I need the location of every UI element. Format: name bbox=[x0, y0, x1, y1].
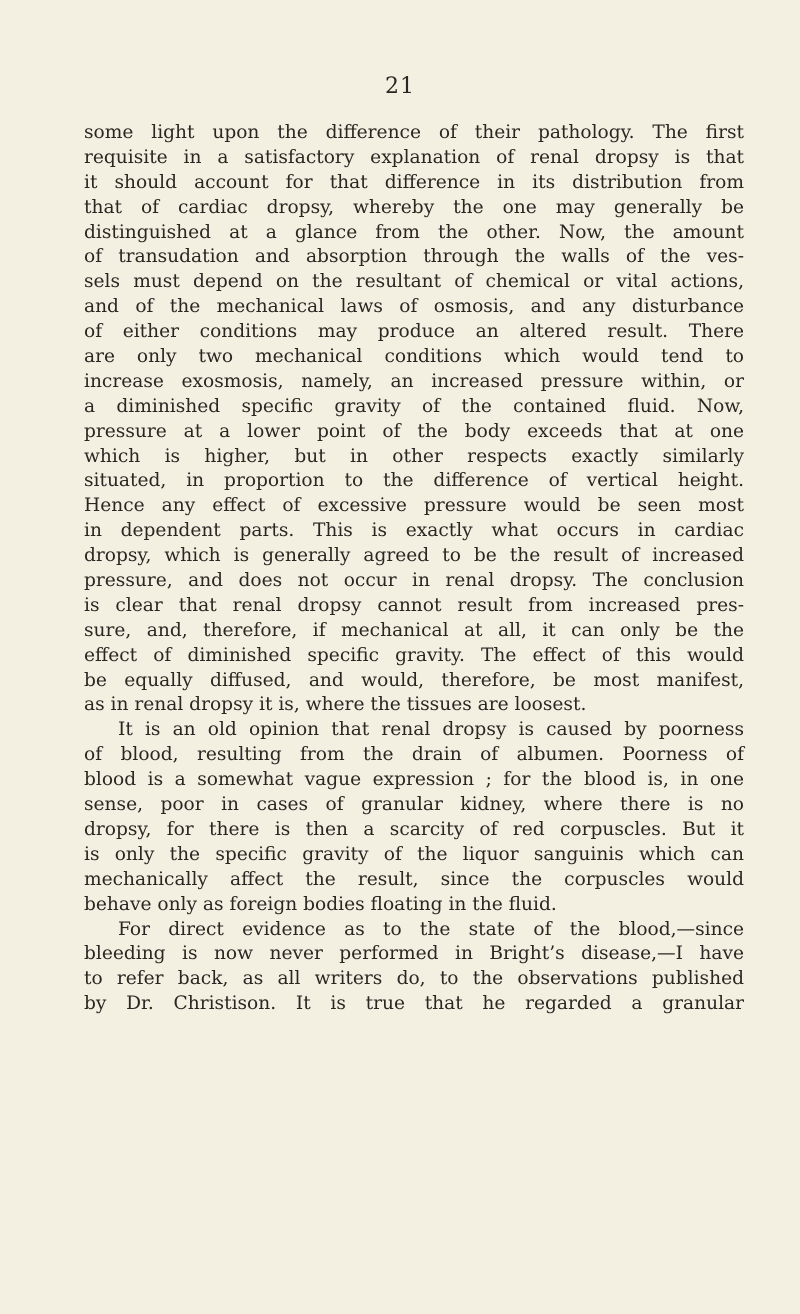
text-line: sels must depend on the resultant of chemical or vital actions, bbox=[84, 271, 744, 293]
text-line: effect of diminished specific gravity. The effect of this would bbox=[84, 644, 744, 666]
text-line: sure, and, therefore, if mechanical at all, it can only be the bbox=[84, 619, 744, 641]
text-line: of blood, resulting from the drain of albumen. Poorness of bbox=[84, 744, 744, 766]
text-line: to refer back, as all writers do, to the observations published bbox=[84, 968, 744, 990]
text-line: of transudation and absorption through the walls of the ves- bbox=[84, 246, 744, 268]
text-line: is clear that renal dropsy cannot result from increased pres- bbox=[84, 594, 744, 616]
text-line: bleeding is now never performed in Bright’s disease,—I have bbox=[84, 943, 744, 965]
body-text bbox=[84, 121, 744, 1017]
text-line: of either conditions may produce an altered result. There bbox=[84, 321, 744, 343]
text-line: requisite in a satisfactory explanation of renal dropsy is that bbox=[84, 146, 744, 168]
page-number: 21 bbox=[385, 74, 415, 99]
text-line: it should account for that difference in its distribution from bbox=[84, 171, 744, 193]
text-line: are only two mechanical conditions which would tend to bbox=[84, 346, 744, 368]
text-line: a diminished specific gravity of the contained fluid. Now, bbox=[84, 395, 744, 417]
text-line: dropsy, for there is then a scarcity of red corpuscles. But it bbox=[84, 818, 744, 840]
text-line: It is an old opinion that renal dropsy is caused by poorness bbox=[118, 719, 744, 741]
text-line: For direct evidence as to the state of the blood,—since bbox=[118, 918, 744, 940]
text-line: pressure at a lower point of the body exceeds that at one bbox=[84, 420, 744, 442]
text-line: Hence any effect of excessive pressure would be seen most bbox=[84, 495, 744, 517]
text-line: some light upon the difference of their pathology. The first bbox=[84, 122, 744, 143]
text-line: be equally diffused, and would, therefore, be most manifest, bbox=[84, 669, 744, 691]
text-line: distinguished at a glance from the other. Now, the amount bbox=[84, 221, 744, 243]
text-line: in dependent parts. This is exactly what occurs in cardiac bbox=[84, 520, 744, 542]
text-line: behave only as foreign bodies floating in the fluid. bbox=[84, 893, 557, 915]
text-line: blood is a somewhat vague expression ; for the blood is, in one bbox=[84, 769, 744, 791]
text-line: is only the specific gravity of the liquor sanguinis which can bbox=[84, 843, 744, 865]
text-line: by Dr. Christison. It is true that he regarded a granular bbox=[84, 993, 744, 1015]
text-line: situated, in proportion to the difference of vertical height. bbox=[84, 470, 744, 492]
text-line: increase exosmosis, namely, an increased pressure within, or bbox=[84, 370, 744, 392]
text-line: and of the mechanical laws of osmosis, and any disturbance bbox=[84, 296, 744, 318]
text-line: as in renal dropsy it is, where the tissues are loosest. bbox=[84, 694, 587, 716]
text-line: sense, poor in cases of granular kidney, where there is no bbox=[84, 794, 744, 816]
text-line: dropsy, which is generally agreed to be the result of increased bbox=[84, 545, 744, 567]
text-line: that of cardiac dropsy, whereby the one may generally be bbox=[84, 196, 744, 218]
text-line: mechanically affect the result, since the corpuscles would bbox=[84, 868, 744, 890]
text-line: which is higher, but in other respects exactly similarly bbox=[84, 445, 744, 467]
text-line: pressure, and does not occur in renal dropsy. The conclusion bbox=[84, 570, 744, 592]
